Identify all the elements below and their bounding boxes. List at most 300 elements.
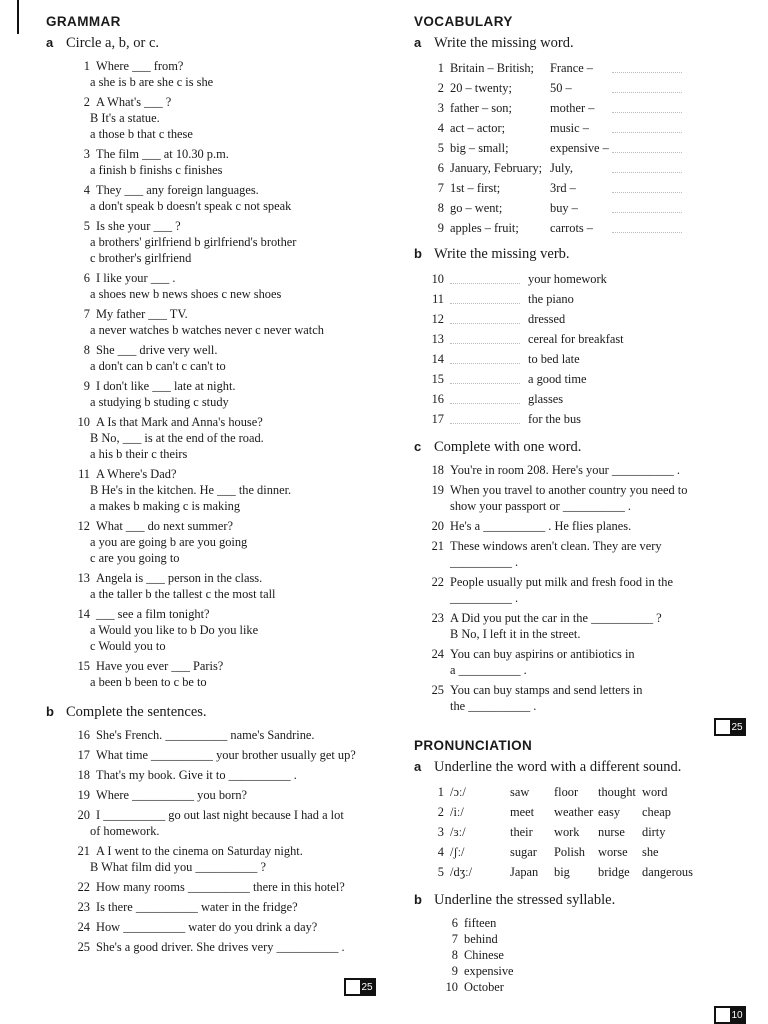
vocab-example: father – son;	[450, 101, 512, 115]
pron-word: worse	[598, 845, 628, 859]
question-text-2: B He's in the kitchen. He ___ the dinner.	[90, 483, 292, 497]
pron-a-label: a	[414, 759, 422, 774]
verb-number: 17	[431, 412, 444, 426]
stress-number: 10	[445, 980, 458, 994]
stress-word: October	[464, 980, 504, 994]
verb-number: 10	[431, 272, 444, 286]
pron-word: meet	[510, 805, 535, 819]
phonetic-symbol: /dʒː/	[450, 865, 473, 879]
pron-word: dirty	[642, 825, 666, 839]
sentence-row	[46, 919, 396, 935]
question-options: a those b that c these	[90, 127, 193, 141]
sentence-text: She's a good driver. She drives very __________ .	[96, 940, 345, 954]
verb-phrase: cereal for breakfast	[528, 332, 624, 346]
pron-word: bridge	[598, 865, 630, 879]
stress-number: 6	[451, 916, 458, 930]
one-word-number: 20	[431, 519, 444, 533]
vocab-row	[414, 138, 736, 158]
one-word-number: 24	[431, 647, 444, 661]
sentence-item	[46, 843, 396, 875]
sentence-text: How many rooms __________ there in this hotel?	[96, 880, 345, 894]
vocab-prompt: France –	[550, 61, 594, 75]
verb-blank	[450, 289, 520, 304]
vocab-prompt: mother –	[550, 101, 595, 115]
vocab-prompt: expensive –	[550, 141, 609, 155]
sentence-number: 16	[77, 728, 90, 742]
question-options: a don't speak b doesn't speak c not speak	[90, 199, 292, 213]
vocab-number: 3	[437, 101, 444, 115]
vocab-number: 7	[437, 181, 444, 195]
stress-word: fifteen	[464, 916, 497, 930]
one-word-number: 19	[431, 483, 444, 497]
question-number: 11	[78, 467, 90, 481]
one-word-item	[414, 610, 736, 642]
pron-number: 3	[437, 825, 444, 839]
vocab-number: 9	[437, 221, 444, 235]
sentence-number: 22	[77, 880, 90, 894]
one-word-text: When you travel to another country you need to	[450, 483, 688, 497]
vocab-prompt: 3rd –	[550, 181, 576, 195]
vocab-blank	[612, 198, 682, 213]
question-item	[46, 570, 396, 602]
vocab-score: 25	[731, 722, 743, 733]
one-word-text-2: show your passport or __________ .	[450, 499, 632, 513]
question-item	[46, 182, 396, 214]
sentence-item	[46, 767, 396, 783]
one-word-item	[414, 646, 736, 678]
question-row	[46, 414, 396, 430]
verb-phrase: your homework	[528, 272, 607, 286]
one-word-body	[450, 482, 687, 514]
vocab-row	[414, 78, 736, 98]
sentence-text-2: of homework.	[90, 824, 160, 838]
sentence-item	[46, 807, 396, 839]
question-item	[46, 466, 396, 514]
pron-b-label: b	[414, 892, 422, 907]
vocab-number: 2	[437, 81, 444, 95]
pron-word: big	[554, 865, 570, 879]
question-number: 5	[83, 219, 90, 233]
pron-word: nurse	[598, 825, 625, 839]
vocab-a-label: a	[414, 35, 422, 50]
vocab-c-title: Complete with one word.	[434, 439, 582, 455]
vocab-b-title: Write the missing verb.	[434, 246, 570, 262]
question-options-2: c brother's girlfriend	[90, 251, 192, 265]
vocab-prompt: 50 –	[550, 81, 572, 95]
vocab-example: January, February;	[450, 161, 543, 175]
vocab-blank	[612, 78, 682, 93]
vocab-example: go – went;	[450, 201, 503, 215]
verb-blank	[450, 369, 520, 384]
sentence-item	[46, 727, 396, 743]
one-word-body	[450, 646, 635, 678]
question-text: Is she your ___ ?	[96, 219, 181, 233]
sentence-row	[46, 843, 396, 859]
question-item	[46, 414, 396, 462]
grammar-score-box	[344, 978, 376, 996]
sentence-row	[46, 939, 396, 955]
verb-blank	[450, 309, 520, 324]
question-text: My father ___ TV.	[96, 307, 188, 321]
one-word-text-2: the __________ .	[450, 699, 537, 713]
verb-phrase: dressed	[528, 312, 566, 326]
question-text: ___ see a film tonight?	[96, 607, 210, 621]
one-word-text: People usually put milk and fresh food in the	[450, 575, 673, 589]
question-options: a never watches b watches never c never watch	[90, 323, 324, 337]
question-item	[46, 342, 396, 374]
verb-row	[414, 389, 736, 409]
stress-number: 8	[451, 948, 458, 962]
sentence-row	[46, 767, 396, 783]
vocab-example: apples – fruit;	[450, 221, 519, 235]
vocab-a-list	[414, 58, 736, 238]
one-word-text-2: a __________ .	[450, 663, 527, 677]
pron-b-list	[414, 915, 736, 995]
pron-number: 2	[437, 805, 444, 819]
question-number: 8	[83, 343, 90, 357]
question-text: They ___ any foreign languages.	[96, 183, 259, 197]
sentence-row	[46, 807, 396, 823]
pron-word: thought	[598, 785, 636, 799]
verb-row	[414, 349, 736, 369]
vocab-b-label: b	[414, 246, 422, 261]
question-number: 12	[77, 519, 90, 533]
question-text: Where ___ from?	[96, 59, 184, 73]
question-item	[46, 378, 396, 410]
vocab-b-heading	[414, 246, 736, 263]
vocab-row	[414, 118, 736, 138]
pron-word: she	[642, 845, 659, 859]
grammar-a-label: a	[46, 35, 54, 50]
one-word-text: A Did you put the car in the __________ ?	[450, 611, 662, 625]
sentence-text: How __________ water do you drink a day?	[96, 920, 318, 934]
vocab-blank	[612, 158, 682, 173]
question-row	[46, 466, 396, 482]
sentence-number: 18	[77, 768, 90, 782]
stress-row	[414, 931, 736, 947]
sentence-item	[46, 939, 396, 955]
verb-number: 12	[431, 312, 444, 326]
vocab-example: act – actor;	[450, 121, 506, 135]
pron-word: sugar	[510, 845, 537, 859]
pronunciation-score: 10	[731, 1010, 743, 1021]
sentence-number: 20	[77, 808, 90, 822]
question-item	[46, 270, 396, 302]
question-number: 4	[83, 183, 90, 197]
question-options: a she is b are she c is she	[90, 75, 214, 89]
one-word-number: 21	[431, 539, 444, 553]
question-options: a shoes new b news shoes c new shoes	[90, 287, 282, 301]
stress-row	[414, 947, 736, 963]
one-word-body	[450, 462, 680, 478]
pronunciation-heading: PRONUNCIATION	[414, 738, 533, 753]
sentence-number: 19	[77, 788, 90, 802]
one-word-body	[450, 574, 673, 606]
question-row	[46, 378, 396, 394]
verb-number: 11	[432, 292, 444, 306]
pron-word: word	[642, 785, 668, 799]
pron-row	[414, 782, 736, 802]
verb-phrase: glasses	[528, 392, 564, 406]
question-item	[46, 94, 396, 142]
sentence-text: I __________ go out last night because I had a lot	[96, 808, 344, 822]
question-text: What ___ do next summer?	[96, 519, 233, 533]
pron-row	[414, 802, 736, 822]
pron-a-title: Underline the word with a different sound.	[434, 759, 682, 775]
one-word-item	[414, 574, 736, 606]
question-options: a studying b studing c study	[90, 395, 229, 409]
sentence-number: 25	[77, 940, 90, 954]
pron-row	[414, 862, 736, 882]
question-text-2: B No, ___ is at the end of the road.	[90, 431, 264, 445]
sentence-item	[46, 879, 396, 895]
one-word-body	[450, 610, 662, 642]
pron-a-heading	[414, 759, 736, 776]
vocab-number: 8	[437, 201, 444, 215]
question-item	[46, 606, 396, 654]
verb-number: 15	[431, 372, 444, 386]
question-row	[46, 570, 396, 586]
question-number: 7	[83, 307, 90, 321]
stress-number: 9	[451, 964, 458, 978]
pron-word: floor	[554, 785, 579, 799]
question-row	[46, 518, 396, 534]
phonetic-symbol: /ʃː/	[450, 845, 465, 859]
question-text: A Where's Dad?	[96, 467, 177, 481]
vocab-prompt: carrots –	[550, 221, 594, 235]
question-options: a been b been to c be to	[90, 675, 207, 689]
verb-number: 14	[431, 352, 444, 366]
vocab-heading: VOCABULARY	[414, 14, 513, 29]
verb-row	[414, 269, 736, 289]
one-word-text-2: __________ .	[450, 591, 519, 605]
vocab-example: big – small;	[450, 141, 509, 155]
verb-phrase: a good time	[528, 372, 587, 386]
vocab-prompt: music –	[550, 121, 589, 135]
vocab-score-box	[714, 718, 746, 736]
vocab-a-heading	[414, 35, 736, 52]
one-word-text-2: __________ .	[450, 555, 519, 569]
question-number: 14	[77, 607, 90, 621]
sentence-item	[46, 787, 396, 803]
question-text: A Is that Mark and Anna's house?	[96, 415, 263, 429]
question-row	[46, 306, 396, 322]
question-row	[46, 270, 396, 286]
vocab-prompt: buy –	[550, 201, 578, 215]
sentence-item	[46, 919, 396, 935]
sentence-number: 17	[77, 748, 90, 762]
question-item	[46, 306, 396, 338]
question-item	[46, 658, 396, 690]
vocab-example: 1st – first;	[450, 181, 501, 195]
question-number: 10	[77, 415, 90, 429]
vocab-prompt: July,	[550, 161, 573, 175]
stress-row	[414, 963, 736, 979]
vocab-blank	[612, 218, 682, 233]
question-text: A What's ___ ?	[96, 95, 172, 109]
question-row	[46, 58, 396, 74]
grammar-heading: GRAMMAR	[46, 14, 121, 29]
verb-blank	[450, 329, 520, 344]
pron-word: saw	[510, 785, 530, 799]
pron-a-list	[414, 782, 736, 882]
question-number: 2	[83, 95, 90, 109]
sentence-text: What time __________ your brother usually get up?	[96, 748, 356, 762]
verb-number: 16	[431, 392, 444, 406]
stress-word: behind	[464, 932, 498, 946]
grammar-a-heading	[46, 35, 396, 52]
one-word-number: 23	[431, 611, 444, 625]
sentence-text: Is there __________ water in the fridge?	[96, 900, 298, 914]
question-options: a the taller b the tallest c the most tall	[90, 587, 276, 601]
sentence-number: 24	[77, 920, 90, 934]
margin-bar	[17, 0, 19, 34]
vocab-c-list	[414, 462, 736, 714]
vocab-row	[414, 158, 736, 178]
vocab-example: 20 – twenty;	[450, 81, 512, 95]
pron-b-title: Underline the stressed syllable.	[434, 892, 616, 908]
vocab-blank	[612, 118, 682, 133]
grammar-a-title: Circle a, b, or c.	[66, 35, 160, 51]
pron-word: easy	[598, 805, 621, 819]
vocab-column	[414, 14, 736, 995]
pron-word: weather	[554, 805, 594, 819]
pron-word: Japan	[510, 865, 539, 879]
pron-row	[414, 822, 736, 842]
sentence-row	[46, 747, 396, 763]
sentence-row	[46, 787, 396, 803]
stress-word: Chinese	[464, 948, 504, 962]
question-number: 3	[83, 147, 90, 161]
pron-word: work	[554, 825, 580, 839]
question-text-2: B It's a statue.	[90, 111, 160, 125]
question-options: a finish b finishs c finishes	[90, 163, 223, 177]
question-item	[46, 518, 396, 566]
vocab-row	[414, 58, 736, 78]
vocab-number: 4	[437, 121, 444, 135]
vocab-number: 1	[437, 61, 444, 75]
sentence-text: That's my book. Give it to __________ .	[96, 768, 297, 782]
question-row	[46, 218, 396, 234]
question-text: Have you ever ___ Paris?	[96, 659, 224, 673]
one-word-body	[450, 518, 631, 534]
question-options: a brothers' girlfriend b girlfriend's brother	[90, 235, 297, 249]
verb-row	[414, 329, 736, 349]
one-word-item	[414, 482, 736, 514]
pron-word: Polish	[554, 845, 585, 859]
one-word-body	[450, 538, 662, 570]
vocab-blank	[612, 98, 682, 113]
sentence-number: 23	[77, 900, 90, 914]
verb-blank	[450, 409, 520, 424]
sentence-item	[46, 747, 396, 763]
grammar-b-list	[46, 727, 396, 955]
sentence-text-2: B What film did you __________ ?	[90, 860, 266, 874]
vocab-row	[414, 178, 736, 198]
sentence-text: A I went to the cinema on Saturday night.	[96, 844, 303, 858]
question-item	[46, 146, 396, 178]
question-number: 15	[77, 659, 90, 673]
vocab-number: 6	[437, 161, 444, 175]
question-text: I like your ___ .	[96, 271, 176, 285]
one-word-text: You're in room 208. Here's your __________ .	[450, 463, 681, 477]
sentence-item	[46, 899, 396, 915]
question-row	[46, 94, 396, 110]
vocab-row	[414, 198, 736, 218]
verb-row	[414, 309, 736, 329]
verb-blank	[450, 269, 520, 284]
one-word-text: You can buy stamps and send letters in	[450, 683, 643, 697]
one-word-item	[414, 462, 736, 478]
stress-number: 7	[451, 932, 458, 946]
question-item	[46, 58, 396, 90]
verb-blank	[450, 349, 520, 364]
one-word-number: 22	[431, 575, 444, 589]
pron-row	[414, 842, 736, 862]
question-number: 13	[77, 571, 90, 585]
question-text: I don't like ___ late at night.	[96, 379, 236, 393]
vocab-b-list	[414, 269, 736, 429]
stress-word: expensive	[464, 964, 514, 978]
verb-row	[414, 289, 736, 309]
vocab-blank	[612, 58, 682, 73]
sentence-number: 21	[77, 844, 90, 858]
one-word-text: These windows aren't clean. They are very	[450, 539, 662, 553]
vocab-number: 5	[437, 141, 444, 155]
question-row	[46, 658, 396, 674]
verb-number: 13	[431, 332, 444, 346]
one-word-text-2: B No, I left it in the street.	[450, 627, 581, 641]
grammar-a-list	[46, 58, 396, 690]
pron-word: their	[510, 825, 533, 839]
question-row	[46, 146, 396, 162]
question-options: a don't can b can't c can't to	[90, 359, 226, 373]
grammar-b-title: Complete the sentences.	[66, 704, 207, 720]
question-options: a his b their c theirs	[90, 447, 188, 461]
sentence-row	[46, 899, 396, 915]
vocab-c-heading	[414, 439, 736, 456]
question-number: 1	[83, 59, 90, 73]
pronunciation-score-box	[714, 1006, 746, 1024]
question-options-2: c Would you to	[90, 639, 166, 653]
question-row	[46, 182, 396, 198]
one-word-text: You can buy aspirins or antibiotics in	[450, 647, 635, 661]
question-options: a Would you like to b Do you like	[90, 623, 259, 637]
verb-phrase: the piano	[528, 292, 574, 306]
pron-word: dangerous	[642, 865, 693, 879]
question-options: a you are going b are you going	[90, 535, 248, 549]
grammar-b-heading	[46, 704, 396, 721]
vocab-c-label: c	[414, 439, 422, 454]
one-word-item	[414, 682, 736, 714]
one-word-number: 25	[431, 683, 444, 697]
pron-number: 4	[437, 845, 444, 859]
stress-row	[414, 979, 736, 995]
sentence-text: She's French. __________ name's Sandrine.	[96, 728, 315, 742]
question-row	[46, 606, 396, 622]
phonetic-symbol: /ɜː/	[450, 825, 466, 839]
sentence-text: Where __________ you born?	[96, 788, 248, 802]
question-text: Angela is ___ person in the class.	[96, 571, 263, 585]
grammar-column	[46, 14, 396, 959]
question-options-2: c are you going to	[90, 551, 180, 565]
vocab-row	[414, 218, 736, 238]
one-word-body	[450, 682, 643, 714]
pron-word: cheap	[642, 805, 671, 819]
one-word-text: He's a __________ . He flies planes.	[450, 519, 632, 533]
one-word-number: 18	[431, 463, 444, 477]
pron-b-heading	[414, 892, 736, 909]
